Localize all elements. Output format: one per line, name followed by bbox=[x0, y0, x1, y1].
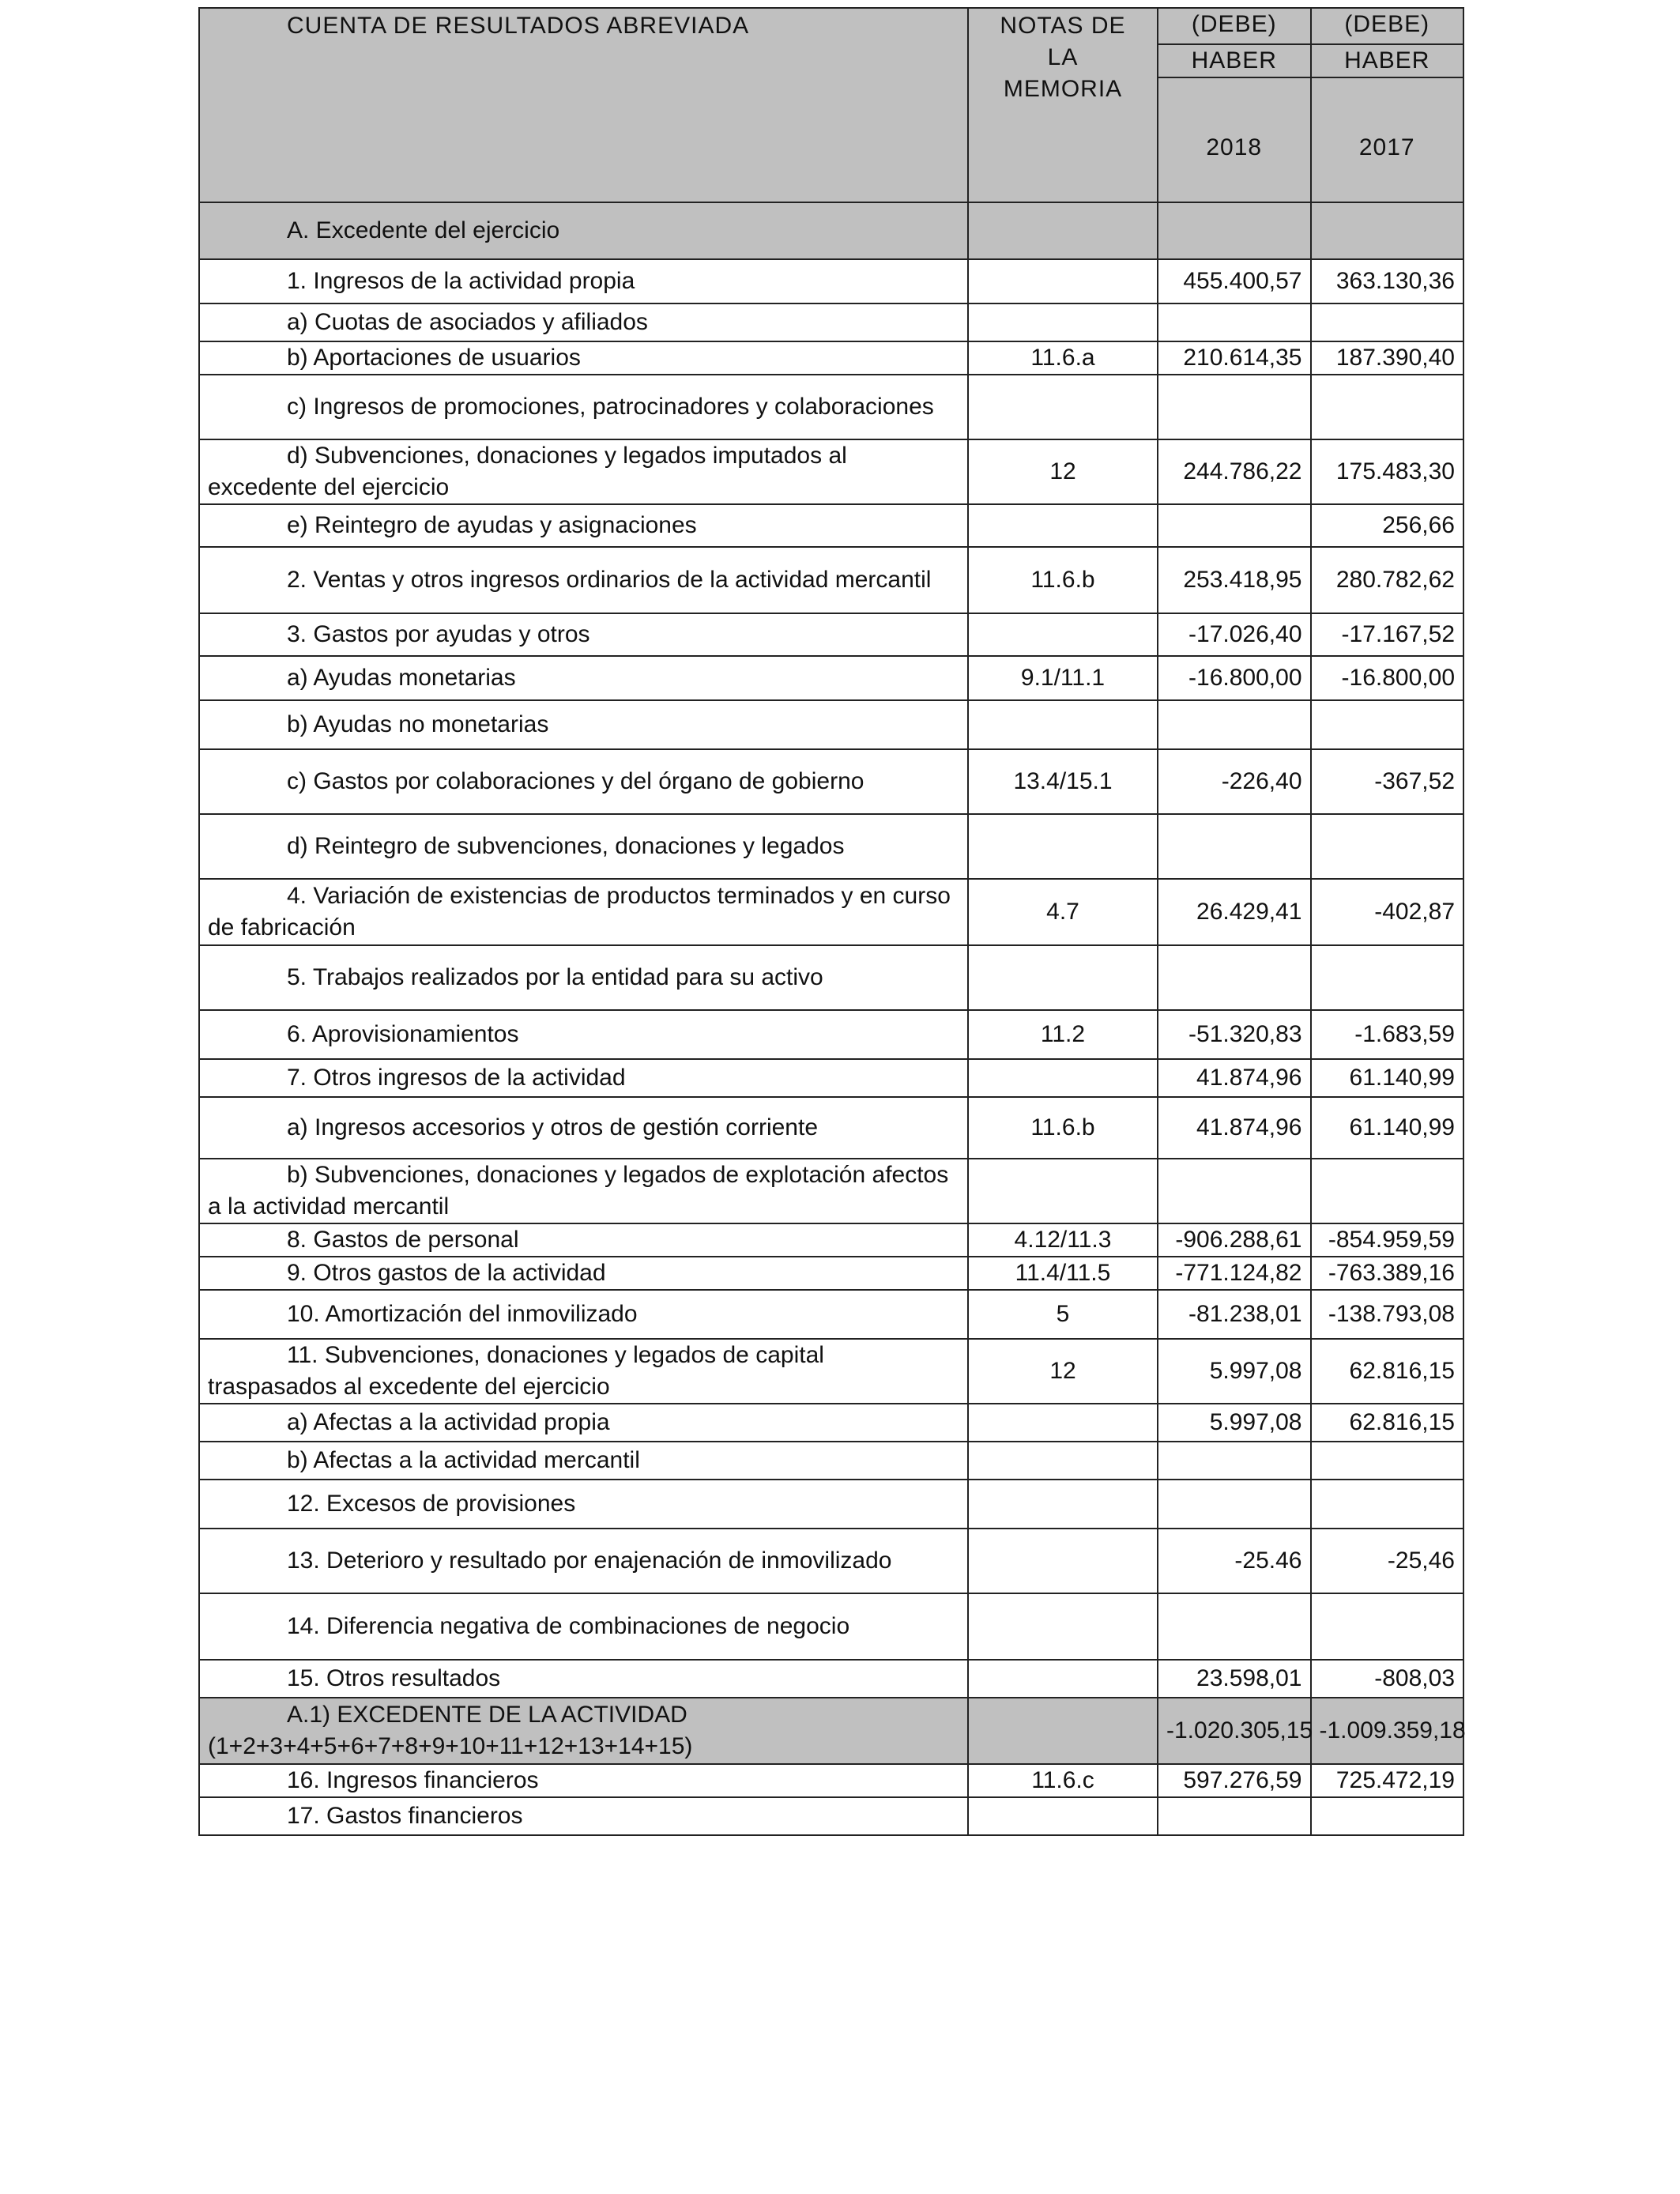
row-value-2017: 187.390,40 bbox=[1311, 341, 1464, 375]
haber-2017-header: HABER bbox=[1311, 44, 1464, 77]
row-notes: 13.4/15.1 bbox=[968, 749, 1158, 814]
notes-header-label: NOTAS DE LA MEMORIA bbox=[1000, 13, 1126, 102]
table-row bbox=[199, 656, 1463, 700]
table-row bbox=[199, 202, 1463, 259]
row-value-2017: 256,66 bbox=[1311, 504, 1464, 547]
row-label-text: 12. Excesos de provisiones bbox=[287, 1491, 576, 1517]
year-2018-header: 2018 bbox=[1158, 77, 1311, 202]
row-label-text: 2. Ventas y otros ingresos ordinarios de la actividad mercantil bbox=[287, 567, 932, 593]
row-value-2018: 244.786,22 bbox=[1158, 439, 1311, 504]
row-value-2018: -906.288,61 bbox=[1158, 1223, 1311, 1257]
row-value-2017: -854.959,59 bbox=[1311, 1223, 1464, 1257]
row-value-2017: 363.130,36 bbox=[1311, 259, 1464, 303]
row-value-2017: 280.782,62 bbox=[1311, 547, 1464, 613]
table-row bbox=[199, 945, 1463, 1010]
row-value-2018 bbox=[1158, 1159, 1311, 1223]
row-label-text: 6. Aprovisionamientos bbox=[287, 1021, 519, 1047]
row-label-text: 14. Diferencia negativa de combinaciones de negocio bbox=[287, 1613, 850, 1639]
row-notes bbox=[968, 202, 1158, 259]
row-notes: 12 bbox=[968, 439, 1158, 504]
row-value-2017: 725.472,19 bbox=[1311, 1764, 1464, 1797]
row-value-2017: 62.816,15 bbox=[1311, 1404, 1464, 1442]
row-label-text: 1. Ingresos de la actividad propia bbox=[287, 268, 635, 294]
table-row bbox=[199, 1442, 1463, 1480]
row-value-2017: -16.800,00 bbox=[1311, 656, 1464, 700]
row-label-text: b) Aportaciones de usuarios bbox=[287, 345, 581, 371]
row-label-text: 17. Gastos financieros bbox=[287, 1803, 523, 1829]
row-value-2018: -226,40 bbox=[1158, 749, 1311, 814]
row-label bbox=[199, 1257, 968, 1290]
row-notes: 11.6.c bbox=[968, 1764, 1158, 1797]
row-value-2017 bbox=[1311, 303, 1464, 341]
header-row bbox=[199, 8, 1463, 44]
table-row bbox=[199, 547, 1463, 613]
row-notes bbox=[968, 1442, 1158, 1480]
table-row bbox=[199, 1797, 1463, 1835]
row-notes bbox=[968, 303, 1158, 341]
row-value-2018: 5.997,08 bbox=[1158, 1404, 1311, 1442]
row-notes bbox=[968, 1698, 1158, 1764]
row-value-2017: -17.167,52 bbox=[1311, 613, 1464, 656]
row-value-2017 bbox=[1311, 1480, 1464, 1529]
row-label-text: 13. Deterioro y resultado por enajenación de inmovilizado bbox=[287, 1547, 892, 1574]
row-label bbox=[199, 1059, 968, 1097]
row-notes bbox=[968, 1480, 1158, 1529]
row-label bbox=[199, 341, 968, 375]
row-value-2017: -808,03 bbox=[1311, 1660, 1464, 1698]
row-value-2018: -771.124,82 bbox=[1158, 1257, 1311, 1290]
row-label-text: A.1) EXCEDENTE DE LA ACTIVIDAD (1+2+3+4+5+6+7+8+9+10+11+12+13+14+15) bbox=[208, 1702, 693, 1759]
row-value-2018 bbox=[1158, 945, 1311, 1010]
table-row bbox=[199, 1097, 1463, 1159]
row-notes bbox=[968, 814, 1158, 879]
table-row bbox=[199, 1764, 1463, 1797]
table-row bbox=[199, 1698, 1463, 1764]
row-value-2018: 41.874,96 bbox=[1158, 1059, 1311, 1097]
table-row bbox=[199, 1529, 1463, 1593]
row-label bbox=[199, 1223, 968, 1257]
row-value-2018: 41.874,96 bbox=[1158, 1097, 1311, 1159]
row-label-text: b) Ayudas no monetarias bbox=[287, 711, 549, 737]
row-label bbox=[199, 656, 968, 700]
row-label bbox=[199, 375, 968, 439]
income-statement-table bbox=[198, 7, 1464, 1836]
row-label bbox=[199, 945, 968, 1010]
row-value-2017 bbox=[1311, 1593, 1464, 1660]
row-notes bbox=[968, 1797, 1158, 1835]
row-label-text: e) Reintegro de ayudas y asignaciones bbox=[287, 512, 697, 538]
row-label-text: 5. Trabajos realizados por la entidad para su activo bbox=[287, 964, 823, 990]
row-value-2018: -81.238,01 bbox=[1158, 1290, 1311, 1339]
row-label bbox=[199, 1480, 968, 1529]
row-label bbox=[199, 700, 968, 749]
document-page bbox=[198, 7, 1464, 1836]
row-value-2017 bbox=[1311, 945, 1464, 1010]
row-notes bbox=[968, 1529, 1158, 1593]
row-label bbox=[199, 1097, 968, 1159]
row-label bbox=[199, 547, 968, 613]
row-notes: 4.12/11.3 bbox=[968, 1223, 1158, 1257]
row-value-2017: -1.683,59 bbox=[1311, 1010, 1464, 1059]
table-row bbox=[199, 1660, 1463, 1698]
row-label-text: 15. Otros resultados bbox=[287, 1665, 501, 1691]
row-label bbox=[199, 1698, 968, 1764]
row-label bbox=[199, 814, 968, 879]
row-value-2017: 175.483,30 bbox=[1311, 439, 1464, 504]
row-label bbox=[199, 202, 968, 259]
row-value-2018: 26.429,41 bbox=[1158, 879, 1311, 945]
row-value-2018 bbox=[1158, 1593, 1311, 1660]
table-row bbox=[199, 259, 1463, 303]
row-label-text: b) Afectas a la actividad mercantil bbox=[287, 1447, 640, 1473]
table-row bbox=[199, 1010, 1463, 1059]
row-value-2018 bbox=[1158, 504, 1311, 547]
table-row bbox=[199, 1480, 1463, 1529]
row-label-text: c) Gastos por colaboraciones y del órgano de gobierno bbox=[287, 768, 864, 794]
row-value-2017: -367,52 bbox=[1311, 749, 1464, 814]
row-label-text: 9. Otros gastos de la actividad bbox=[287, 1260, 606, 1286]
row-label bbox=[199, 504, 968, 547]
row-value-2017 bbox=[1311, 1159, 1464, 1223]
row-value-2017: -402,87 bbox=[1311, 879, 1464, 945]
title-header: CUENTA DE RESULTADOS ABREVIADA bbox=[199, 8, 968, 202]
row-notes bbox=[968, 945, 1158, 1010]
row-label-text: c) Ingresos de promociones, patrocinadores y colaboraciones bbox=[287, 394, 934, 420]
row-value-2018: -51.320,83 bbox=[1158, 1010, 1311, 1059]
debe-2017-header: (DEBE) bbox=[1311, 8, 1464, 44]
row-value-2018: 23.598,01 bbox=[1158, 1660, 1311, 1698]
row-value-2017: -138.793,08 bbox=[1311, 1290, 1464, 1339]
row-value-2018: 5.997,08 bbox=[1158, 1339, 1311, 1404]
row-notes: 11.6.b bbox=[968, 547, 1158, 613]
row-label-text: 8. Gastos de personal bbox=[287, 1227, 519, 1253]
row-notes bbox=[968, 259, 1158, 303]
row-label-text: 10. Amortización del inmovilizado bbox=[287, 1301, 638, 1327]
table-row bbox=[199, 341, 1463, 375]
row-label bbox=[199, 749, 968, 814]
row-label bbox=[199, 613, 968, 656]
table-row bbox=[199, 879, 1463, 945]
row-notes: 11.2 bbox=[968, 1010, 1158, 1059]
row-value-2018: 253.418,95 bbox=[1158, 547, 1311, 613]
row-label bbox=[199, 259, 968, 303]
row-value-2017 bbox=[1311, 1442, 1464, 1480]
row-label bbox=[199, 1010, 968, 1059]
row-label-text: a) Ayudas monetarias bbox=[287, 665, 516, 691]
table-row bbox=[199, 1339, 1463, 1404]
table-row bbox=[199, 1404, 1463, 1442]
row-notes bbox=[968, 1593, 1158, 1660]
row-label-text: a) Ingresos accesorios y otros de gestión corriente bbox=[287, 1114, 818, 1140]
row-value-2017 bbox=[1311, 375, 1464, 439]
row-notes bbox=[968, 504, 1158, 547]
row-value-2018: -1.020.305,15 bbox=[1158, 1698, 1311, 1764]
row-notes: 4.7 bbox=[968, 879, 1158, 945]
row-notes bbox=[968, 1404, 1158, 1442]
row-value-2017: 61.140,99 bbox=[1311, 1059, 1464, 1097]
row-notes: 11.4/11.5 bbox=[968, 1257, 1158, 1290]
row-notes: 11.6.a bbox=[968, 341, 1158, 375]
table-row bbox=[199, 814, 1463, 879]
row-label bbox=[199, 1404, 968, 1442]
row-value-2018: 597.276,59 bbox=[1158, 1764, 1311, 1797]
row-notes bbox=[968, 375, 1158, 439]
debe-2018-header: (DEBE) bbox=[1158, 8, 1311, 44]
table-row bbox=[199, 504, 1463, 547]
row-value-2017 bbox=[1311, 700, 1464, 749]
row-label-text: 11. Subvenciones, donaciones y legados de capital traspasados al excedente del ejercicio bbox=[208, 1342, 824, 1400]
table-row bbox=[199, 749, 1463, 814]
row-label bbox=[199, 303, 968, 341]
row-label bbox=[199, 439, 968, 504]
row-label-text: a) Cuotas de asociados y afiliados bbox=[287, 309, 648, 335]
row-value-2018 bbox=[1158, 814, 1311, 879]
row-value-2017: -25,46 bbox=[1311, 1529, 1464, 1593]
row-label-text: a) Afectas a la actividad propia bbox=[287, 1409, 610, 1435]
row-value-2018: -25.46 bbox=[1158, 1529, 1311, 1593]
row-value-2017: -763.389,16 bbox=[1311, 1257, 1464, 1290]
row-value-2017 bbox=[1311, 202, 1464, 259]
haber-2018-header: HABER bbox=[1158, 44, 1311, 77]
row-label bbox=[199, 1764, 968, 1797]
row-notes: 5 bbox=[968, 1290, 1158, 1339]
table-row bbox=[199, 1593, 1463, 1660]
row-label-text: 3. Gastos por ayudas y otros bbox=[287, 621, 590, 647]
table-row bbox=[199, 700, 1463, 749]
row-notes bbox=[968, 1059, 1158, 1097]
row-label-text: 7. Otros ingresos de la actividad bbox=[287, 1065, 626, 1091]
notes-header bbox=[968, 8, 1158, 202]
table-row bbox=[199, 1257, 1463, 1290]
row-label bbox=[199, 1797, 968, 1835]
table-row bbox=[199, 1223, 1463, 1257]
table-row bbox=[199, 1290, 1463, 1339]
table-row bbox=[199, 303, 1463, 341]
row-value-2017: 62.816,15 bbox=[1311, 1339, 1464, 1404]
row-notes: 12 bbox=[968, 1339, 1158, 1404]
year-2017-header: 2017 bbox=[1311, 77, 1464, 202]
row-label bbox=[199, 1290, 968, 1339]
row-label bbox=[199, 1442, 968, 1480]
row-value-2018: 455.400,57 bbox=[1158, 259, 1311, 303]
row-value-2018 bbox=[1158, 303, 1311, 341]
row-value-2018 bbox=[1158, 1442, 1311, 1480]
row-label-text: b) Subvenciones, donaciones y legados de explotación afectos a la actividad mercantil bbox=[208, 1162, 949, 1220]
row-label-text: 16. Ingresos financieros bbox=[287, 1767, 539, 1793]
row-value-2018 bbox=[1158, 375, 1311, 439]
row-notes bbox=[968, 700, 1158, 749]
row-label bbox=[199, 1593, 968, 1660]
row-label-text: d) Reintegro de subvenciones, donaciones y legados bbox=[287, 833, 845, 859]
row-label bbox=[199, 1529, 968, 1593]
row-label-text: A. Excedente del ejercicio bbox=[287, 217, 560, 243]
row-value-2017 bbox=[1311, 1797, 1464, 1835]
row-value-2018 bbox=[1158, 202, 1311, 259]
row-value-2018 bbox=[1158, 1797, 1311, 1835]
row-value-2018: 210.614,35 bbox=[1158, 341, 1311, 375]
row-value-2017 bbox=[1311, 814, 1464, 879]
table-row bbox=[199, 375, 1463, 439]
row-notes bbox=[968, 1660, 1158, 1698]
row-notes: 9.1/11.1 bbox=[968, 656, 1158, 700]
row-value-2018: -16.800,00 bbox=[1158, 656, 1311, 700]
row-notes bbox=[968, 613, 1158, 656]
row-label-text: 4. Variación de existencias de productos terminados y en curso de fabricación bbox=[208, 883, 951, 941]
row-label bbox=[199, 1339, 968, 1404]
row-label bbox=[199, 1660, 968, 1698]
row-label-text: d) Subvenciones, donaciones y legados imputados al excedente del ejercicio bbox=[208, 443, 847, 500]
row-value-2018: -17.026,40 bbox=[1158, 613, 1311, 656]
row-value-2018 bbox=[1158, 1480, 1311, 1529]
row-value-2017: 61.140,99 bbox=[1311, 1097, 1464, 1159]
row-value-2017: -1.009.359,18 bbox=[1311, 1698, 1464, 1764]
table-row bbox=[199, 1059, 1463, 1097]
table-row bbox=[199, 613, 1463, 656]
row-notes bbox=[968, 1159, 1158, 1223]
table-row bbox=[199, 439, 1463, 504]
row-label bbox=[199, 1159, 968, 1223]
row-notes: 11.6.b bbox=[968, 1097, 1158, 1159]
row-value-2018 bbox=[1158, 700, 1311, 749]
table-row bbox=[199, 1159, 1463, 1223]
row-label bbox=[199, 879, 968, 945]
